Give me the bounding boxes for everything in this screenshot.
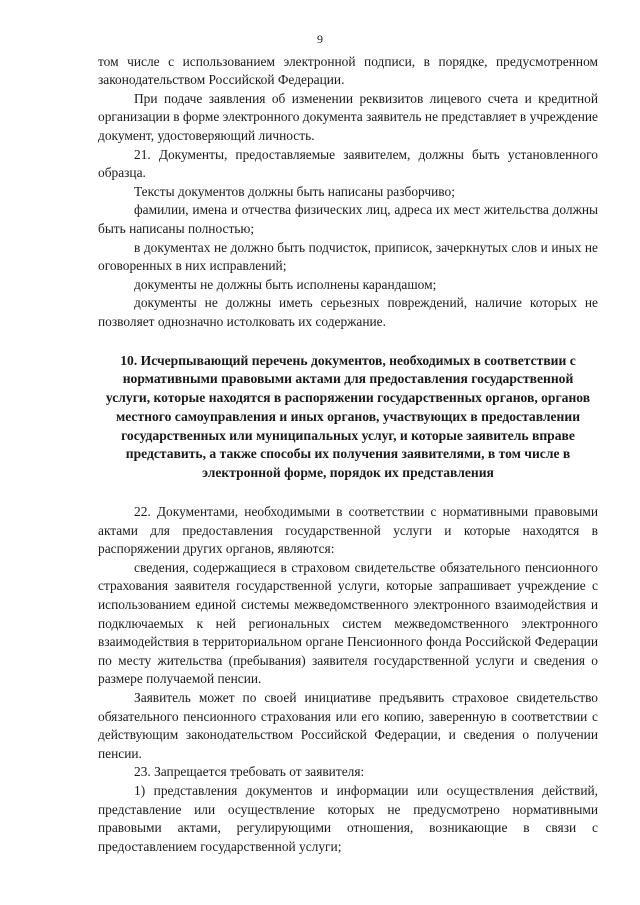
paragraph: При подаче заявления об изменении реквизитов лицевого счета и кредитной организации в форме электронного документа заявитель не представляет в учреждение документ, удостоверяющий личность. xyxy=(98,90,598,143)
section-heading: 10. Исчерпывающий перечень документов, необходимых в соответствии с нормативными правовыми актами для предоставления государственной услуги, которые находятся в распоряжении государственных органов, органов местного самоуправления и иных органов, участвующих в предоставлении государственных или муниципальных услуг, и которые заявитель вправе представить, а также способы их получения заявителями, в том числе в электронной форме, порядок их представления xyxy=(105,352,591,481)
paragraph: сведения, содержащиеся в страховом свидетельстве обязательного пенсионного страхования заявителя государственной услуги, которые запрашивает учреждение с использованием единой системы межведомственного электронного взаимодействия и подключаемых к ней региональных систем межведомственного электронного взаимодействия в территориальном органе Пенсионного фонда Российской Федерации по месту жительства (пребывания) заявителя государственной услуги и сведения о размере получаемой пенсии. xyxy=(98,559,598,687)
paragraph: 23. Запрещается требовать от заявителя: xyxy=(134,764,365,780)
paragraph: документы не должны иметь серьезных повреждений, наличие которых не позволяет однозначно истолковать их содержание. xyxy=(98,295,598,329)
paragraph: 21. Документы, предоставляемые заявителем, должны быть установленного образца. xyxy=(98,146,598,181)
paragraphs-bottom xyxy=(98,503,598,856)
page-number: 9 xyxy=(317,32,323,46)
paragraph: 22. Документами, необходимыми в соответствии с нормативными правовыми актами для предоставления государственной услуги и которые находятся в распоряжении других органов, являются: xyxy=(98,504,598,557)
paragraph: фамилии, имена и отчества физических лиц, адреса их мест жительства должны быть написаны полностью; xyxy=(98,202,598,236)
paragraph: документы не должны быть исполнены карандашом; xyxy=(134,276,437,292)
paragraph: том числе с использованием электронной подписи, в порядке, предусмотренном законодательством Российской Федерации. xyxy=(98,53,598,88)
paragraph: 1) представления документов и информации или осуществления действий, представление или осуществление которых не предусмотрено нормативными правовыми актами, регулирующими отношения, возникающие в связи с предоставлением государственной услуги; xyxy=(98,782,598,854)
paragraphs-top xyxy=(98,53,598,332)
paragraph: в документах не должно быть подчисток, приписок, зачеркнутых слов и иных не оговоренных в них исправлений; xyxy=(98,239,598,274)
paragraph: Тексты документов должны быть написаны разборчиво; xyxy=(134,183,455,199)
paragraph: Заявитель может по своей инициативе предъявить страховое свидетельство обязательного пенсионного страхования или его копию, заверенную в соответствии с действующим законодательством Российской Федерации, и сведения о получении пенсии. xyxy=(98,690,598,761)
